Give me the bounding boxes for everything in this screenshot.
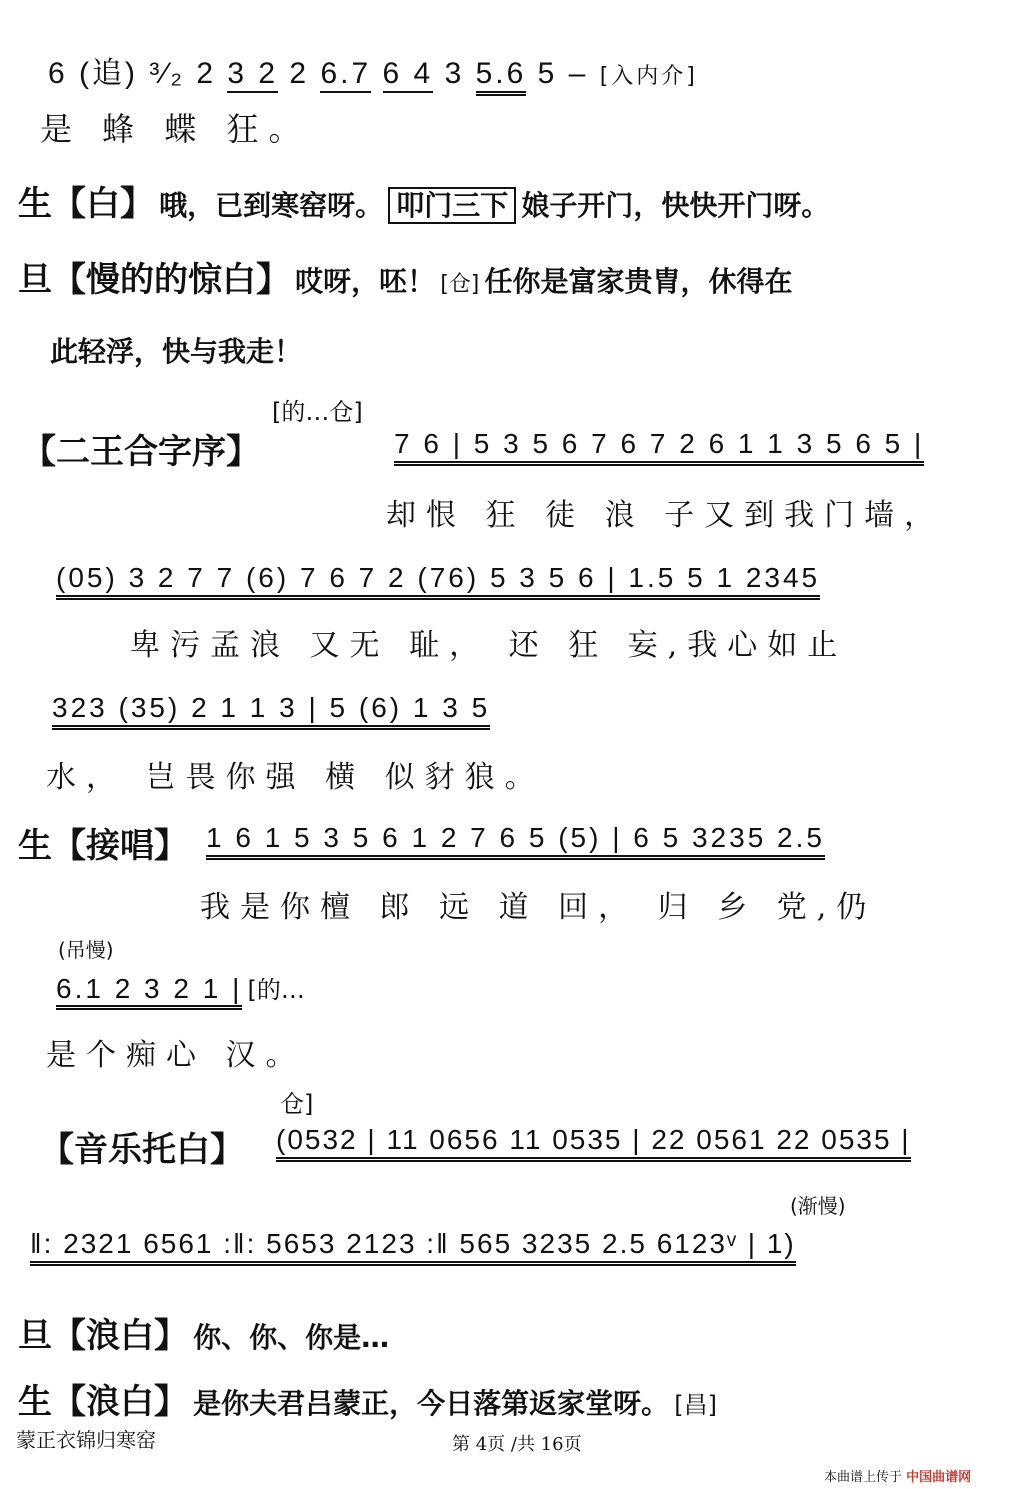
lyric-line: 卑污孟浪 又无 耻， 还 狂 妄,我心如止	[130, 628, 848, 663]
cue-text: 仓]	[280, 1090, 314, 1118]
spoken-text: 是你夫君吕蒙正，今日落第返家堂呀。	[193, 1387, 670, 1420]
role-label: 旦【浪白】	[18, 1316, 188, 1356]
spoken-text: 哎呀，呸！	[295, 265, 436, 298]
tempo-marking: (渐慢)	[790, 1194, 846, 1218]
speech-line-2	[18, 252, 792, 301]
speech-line-3: 此轻浮，快与我走！	[50, 335, 303, 368]
notes-segment: 3 2	[227, 57, 278, 93]
notes-row: (05) 3 2 7 7 (6) 7 6 7 2 (76) 5 3 5 6 | 1.5 5 1 2345	[56, 562, 820, 600]
notes-segment: 5.6	[476, 57, 527, 96]
notes-line	[56, 970, 305, 1005]
stage-direction-box: 叩门三下	[388, 187, 516, 224]
lyric-line: 水， 岂畏你强 横 似豺狼。	[46, 760, 545, 795]
spoken-text: 任你是富家贵胄，休得在	[484, 265, 793, 298]
notes-row: 6.1 2 3 2 1 |	[56, 973, 242, 1010]
notes-segment: 6 (追) ³⁄₂ 2	[48, 57, 216, 90]
lyric-line: 却恨 狂 徒 浪 子又到我门墙，	[386, 498, 945, 533]
lyric-line-1: 是 蜂 蝶 狂。	[40, 110, 311, 148]
notes-row: ‖: 2321 6561 :‖: 5653 2123 :‖ 565 3235 2.5 6123ᵛ | 1)	[30, 1228, 796, 1266]
section-title: 【二王合字序】	[22, 432, 260, 472]
notes-row: 7 6 | 5 3 5 6 7 6 7 2 6 1 1 3 5 6 5 |	[394, 428, 924, 466]
spoken-text: 娘子开门，快快开门呀。	[521, 189, 830, 222]
notes-segment: 2	[289, 57, 310, 90]
tempo-marking: (吊慢)	[58, 938, 114, 962]
notes-row: (0532 | 11 0656 11 0535 | 22 0561 22 0535 |	[276, 1124, 911, 1162]
credit-prefix: 本曲谱上传于	[824, 1470, 903, 1485]
spoken-text: 你、你、你是…	[193, 1321, 390, 1354]
speech-line-4	[18, 1308, 389, 1357]
speech-line-1	[18, 176, 829, 225]
upload-credit	[824, 1466, 971, 1485]
cue-text: [的…仓]	[272, 398, 363, 426]
notes-row: 1 6 1 5 3 5 6 1 2 7 6 5 (5) | 6 5 3235 2.5	[206, 822, 825, 860]
notes-row: 323 (35) 2 1 1 3 | 5 (6) 1 3 5	[52, 692, 490, 730]
cue-text: [入内介]	[599, 64, 698, 89]
notes-segment: 6.7	[320, 57, 371, 93]
section-title: 【音乐托白】	[40, 1130, 244, 1170]
cue-text: [的…	[247, 976, 305, 1004]
notes-line-1	[48, 48, 698, 92]
footer-title: 蒙正衣锦归寒窑	[16, 1428, 156, 1452]
role-label: 旦【慢的的惊白】	[18, 260, 290, 300]
role-label: 生【白】	[18, 184, 154, 224]
page-number: 第 4页 /共 16页	[452, 1434, 582, 1455]
spoken-text: 哦，已到寒窑呀。	[159, 189, 384, 222]
cue-text: [昌]	[674, 1391, 717, 1419]
notes-segment: 5 –	[537, 57, 589, 90]
section-title: 生【接唱】	[18, 826, 188, 866]
role-label: 生【浪白】	[18, 1382, 188, 1422]
cue-text: [仓]	[440, 272, 480, 297]
site-logo: 中国曲谱网	[906, 1470, 972, 1485]
notes-segment: 3	[444, 57, 465, 90]
speech-line-5	[18, 1374, 717, 1423]
lyric-line: 我是你檀 郎 远 道 回， 归 乡 党,仍	[200, 890, 877, 925]
notes-segment: 6 4	[383, 57, 434, 93]
lyric-line: 是个痴心 汉。	[46, 1038, 306, 1073]
